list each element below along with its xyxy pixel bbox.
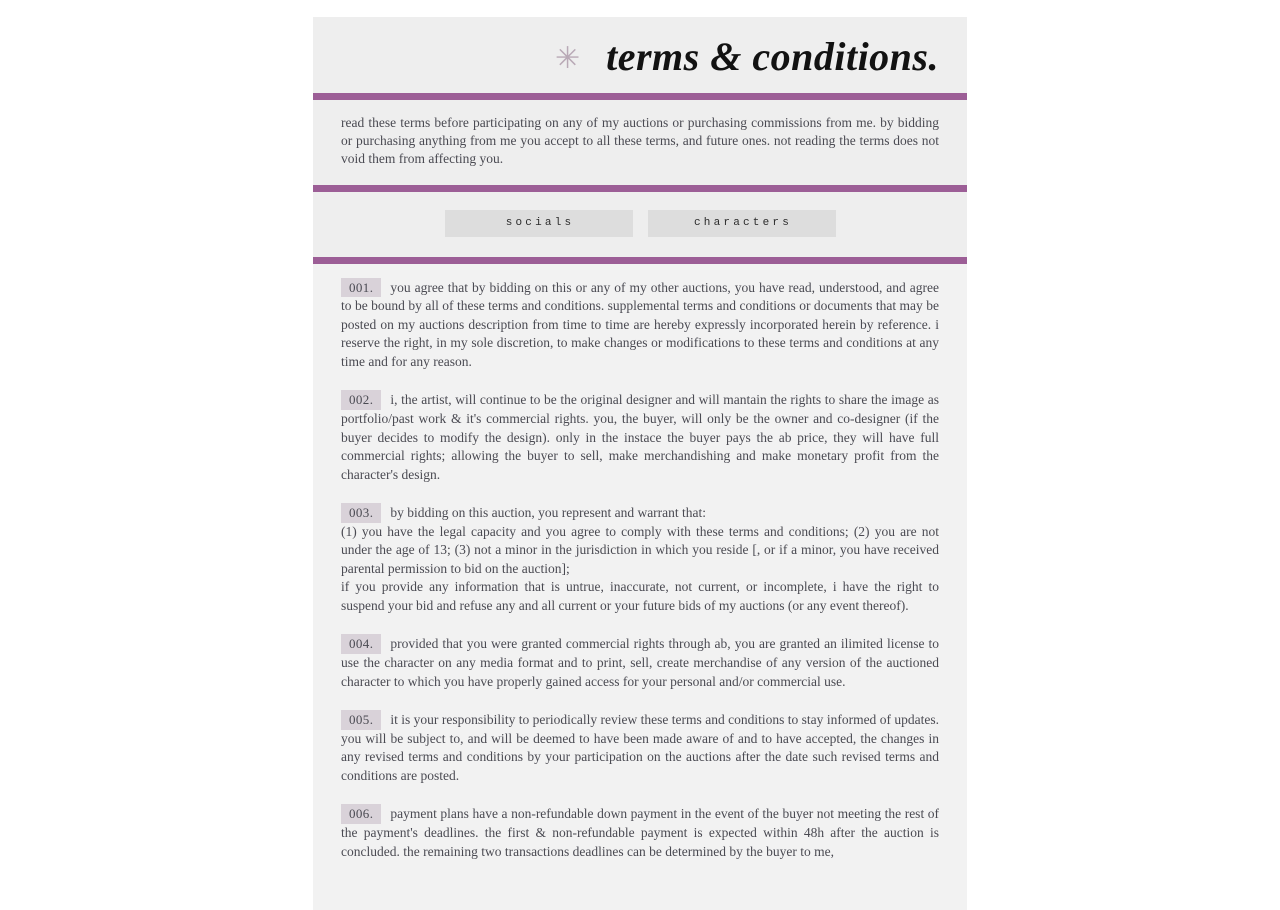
term-number-badge: 003. [341, 503, 381, 523]
term-paragraph [341, 503, 939, 523]
term-text: you agree that by bidding on this or any of my other auctions, you have read, understood, and agree to be bound by all of these terms and conditions. supplemental terms and conditions or documents that may be posted on my auctions description from time to time are hereby expressly incorporated herein by reference. i reserve the right, in my sole discretion, to make changes or modifications to these terms and conditions at any time and for any reason. [341, 279, 939, 369]
term-item [341, 634, 939, 691]
divider-rule-bottom [313, 257, 967, 264]
intro-text: read these terms before participating on any of my auctions or purchasing commissions from me. by bidding or purchasing anything from me you accept to all these terms, and future ones. not reading the terms does not void them from affecting you. [341, 115, 939, 167]
term-item [341, 804, 939, 861]
term-item [341, 390, 939, 484]
term-text: it is your responsibility to periodically review these terms and conditions to stay informed of updates. you will be subject to, and will be deemed to have been made aware of and to have accepted, the changes in any revised terms and conditions by your participation on the auctions after the date such revised terms and conditions are posted. [341, 712, 939, 783]
term-paragraph [341, 634, 939, 691]
term-item [341, 503, 939, 615]
nav-button-characters[interactable]: characters [648, 210, 836, 237]
term-number-badge: 006. [341, 804, 381, 824]
title-row [313, 17, 967, 93]
divider-rule-middle [313, 185, 967, 192]
terms-list [313, 264, 967, 910]
term-text: i, the artist, will continue to be the original designer and will mantain the rights to share the image as portfolio/past work & it's commercial rights. you, the buyer, will only be the owner and co-designer (if the buyer decides to modify the design). only in the instace the buyer pays the ab price, they will have full commercial rights; allowing the buyer to sell, make merchandishing and make monetary profit from the character's design. [341, 392, 939, 482]
term-paragraph [341, 278, 939, 372]
term-paragraph [341, 710, 939, 785]
page-header [313, 17, 967, 93]
term-number-badge: 002. [341, 390, 381, 410]
term-text: payment plans have a non-refundable down payment in the event of the buyer not meeting the rest of the payment's deadlines. the first & non-refundable payment is expected within 48h after the auction is concluded. the remaining two transactions deadlines can be determined by the buyer to me, [341, 806, 939, 859]
term-item [341, 278, 939, 372]
term-text: if you provide any information that is untrue, inaccurate, not current, or incomplete, i have the right to suspend your bid and refuse any and all current or your future bids of my auctions (or any event thereof). [341, 579, 939, 613]
term-paragraph [341, 804, 939, 861]
term-number-badge: 004. [341, 634, 381, 654]
term-item [341, 710, 939, 785]
nav-button-socials[interactable]: socials [445, 210, 633, 237]
term-number-badge: 001. [341, 278, 381, 298]
term-text: provided that you were granted commercial rights through ab, you are granted an ilimited license to use the character on any media format and to print, sell, create merchandise of any version of the auctioned character to which you have properly gained access for your personal and/or commercial use. [341, 636, 939, 689]
term-number-badge: 005. [341, 710, 381, 730]
term-text: by bidding on this auction, you represent and warrant that: [390, 505, 707, 521]
nav-button-group [313, 192, 967, 257]
asterisk-icon: ✳ [554, 42, 581, 75]
terms-page [313, 17, 967, 910]
term-text: (1) you have the legal capacity and you agree to comply with these terms and conditions; (2) you are not under the age of 13; (3) not a minor in the jurisdiction in which you reside [, or if a minor, you have received parental permission to bid on the auction]; [341, 523, 939, 576]
intro-block [313, 100, 967, 185]
divider-rule-top [313, 93, 967, 100]
page-title: terms & conditions. [606, 34, 939, 79]
term-paragraph [341, 390, 939, 484]
